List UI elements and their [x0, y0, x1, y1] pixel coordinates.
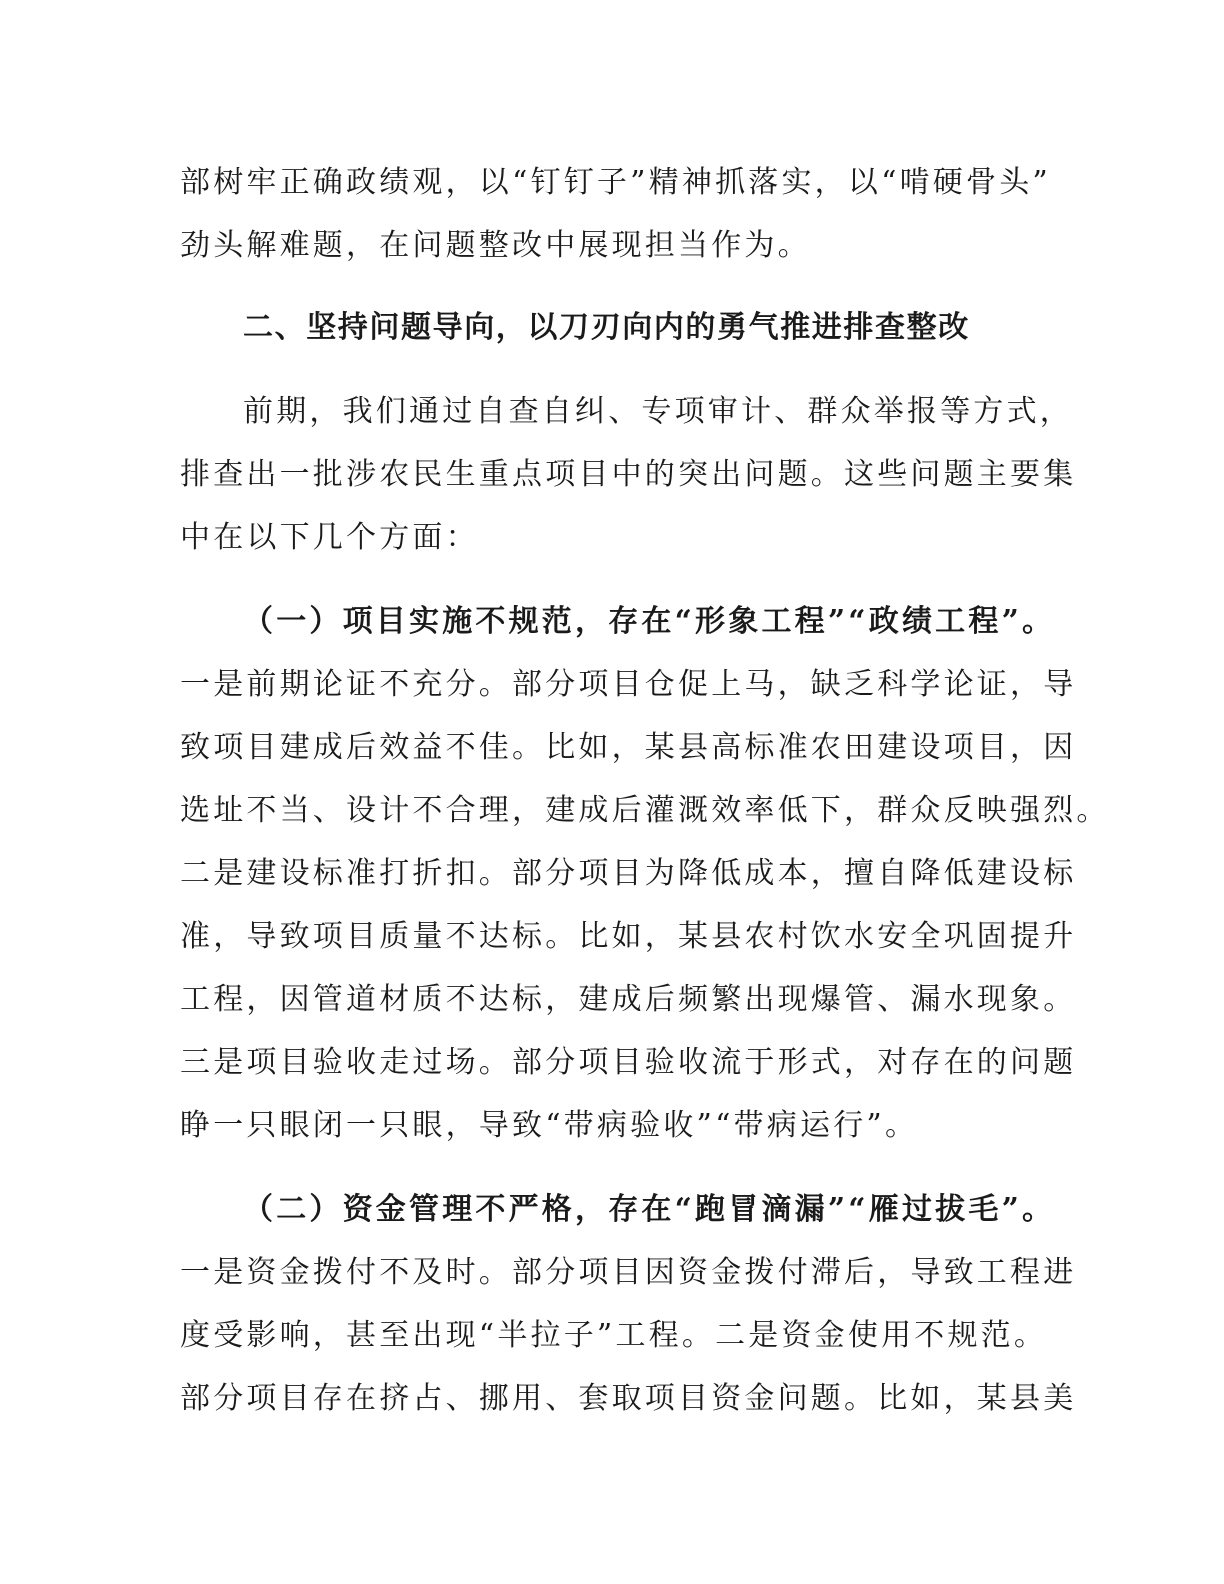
paragraph-line: 度受影响，甚至出现“半拉子”工程。二是资金使用不规范。: [180, 1318, 1048, 1353]
paragraph-line: 中在以下几个方面：: [180, 520, 479, 555]
paragraph-line: 二是建设标准打折扣。部分项目为降低成本，擅自降低建设标: [180, 856, 1077, 891]
paragraph-line: 劲头解难题，在问题整改中展现担当作为。: [180, 228, 811, 263]
paragraph-line: 睁一只眼闭一只眼，导致“带病验收”“带病运行”。: [180, 1108, 919, 1143]
paragraph-line: 前期，我们通过自查自纠、专项审计、群众举报等方式，: [243, 394, 1073, 429]
subsection-heading: （二）资金管理不严格，存在“跑冒滴漏”“雁过拔毛”。: [243, 1192, 1056, 1227]
paragraph-line: 一是资金拨付不及时。部分项目因资金拨付滞后，导致工程进: [180, 1255, 1077, 1290]
paragraph-line: 三是项目验收走过场。部分项目验收流于形式，对存在的问题: [180, 1045, 1077, 1080]
paragraph-line: 选址不当、设计不合理，建成后灌溉效率低下，群众反映强烈。: [180, 793, 1110, 828]
paragraph-line: 致项目建成后效益不佳。比如，某县高标准农田建设项目，因: [180, 730, 1077, 765]
paragraph-line: 排查出一批涉农民生重点项目中的突出问题。这些问题主要集: [180, 457, 1077, 492]
paragraph-line: 工程，因管道材质不达标，建成后频繁出现爆管、漏水现象。: [180, 982, 1077, 1017]
paragraph-line: 部树牢正确政绩观，以“钉钉子”精神抓落实，以“啃硬骨头”: [180, 165, 1051, 200]
section-heading: 二、坚持问题导向，以刀刃向内的勇气推进排查整改: [243, 310, 970, 345]
paragraph-line: 一是前期论证不充分。部分项目仓促上马，缺乏科学论证，导: [180, 667, 1077, 702]
paragraph-line: 准，导致项目质量不达标。比如，某县农村饮水安全巩固提升: [180, 919, 1077, 954]
subsection-heading: （一）项目实施不规范，存在“形象工程”“政绩工程”。: [243, 604, 1056, 639]
paragraph-line: 部分项目存在挤占、挪用、套取项目资金问题。比如，某县美: [180, 1381, 1077, 1416]
